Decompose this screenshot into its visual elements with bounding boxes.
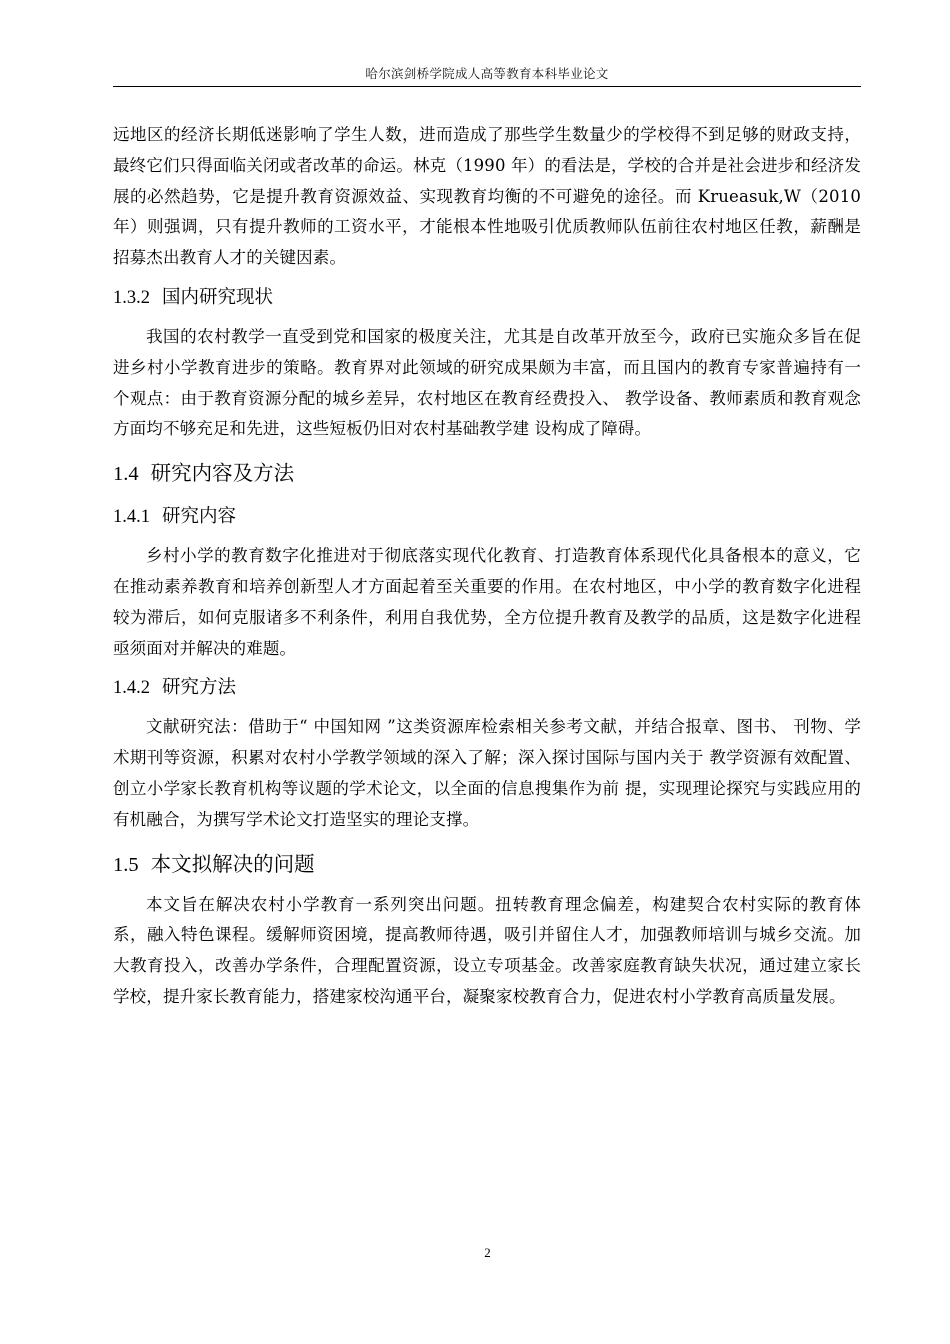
section-number: 1.4 [113,463,139,486]
research-method-paragraph: 文献研究法：借助于“ 中国知网 ”这类资源库检索相关参考文献，并结合报章、图书、 刊物、学术期刊等资源，积累对农村小学教学领域的深入了解；深入探讨国际与国内关于 教学资源有效配置、创立小学家长教育机构等议题的学术论文，以全面的信息搜集作为前 提，实现理论探究与实践应用的有机融合，为撰写学术论文打造坚实的理论支撑。 [113,717,861,829]
section-title: 研究方法 [162,677,237,699]
section-heading-1-4-1 [113,502,861,532]
section-number: 1.4.2 [113,678,150,699]
section-heading-1-4 [113,457,861,490]
section-title: 本文拟解决的问题 [150,851,315,876]
page-number: 2 [484,1245,491,1260]
intro-paragraph: 远地区的经济长期低迷影响了学生人数，进而造成了那些学生数量少的学校得不到足够的财政支持，最终它们只得面临关闭或者改革的命运。林克（1990 年）的看法是，学校的合并是社会进步和经济发展的必然趋势，它是提升教育资源效益、实现教育均衡的不可避免的途径。而 Krueasuk,W（2010 年）则强调，只有提升教师的工资水平，才能根本性地吸引优质教师队伍前往农村地区任教，薪酬是招募杰出教育人才的关键因素。 [113,125,861,268]
research-content-paragraph: 乡村小学的教育数字化推进对于彻底落实现代化教育、打造教育体系现代化具备根本的意义，它在推动素养教育和培养创新型人才方面起着至关重要的作用。在农村地区，中小学的教育数字化进程较为滞后，如何克服诸多不利条件，利用自我优势，全方位提升教育及教学的品质，这是数字化进程亟须面对并解决的难题。 [113,546,861,658]
header-divider [113,86,861,87]
section-heading-1-5 [113,848,861,881]
section-title: 研究内容 [162,506,237,528]
problems-paragraph: 本文旨在解决农村小学教育一系列突出问题。扭转教育理念偏差，构建契合农村实际的教育体系，融入特色课程。缓解师资困境，提高教师待遇，吸引并留住人才，加强教师培训与城乡交流。加大教育投入，改善办学条件，合理配置资源，设立专项基金。改善家庭教育缺失状况，通过建立家长学校，提升家长教育能力，搭建家校沟通平台，凝聚家校教育合力，促进农村小学教育高质量发展。 [113,894,861,1006]
section-number: 1.3.2 [113,287,150,308]
running-header: 哈尔滨剑桥学院成人高等教育本科毕业论文 [365,66,609,81]
domestic-research-paragraph: 我国的农村教学一直受到党和国家的极度关注，尤其是自改革开放至今，政府已实施众多旨在促进乡村小学教育进步的策略。教育界对此领域的研究成果颇为丰富，而且国内的教育专家普遍持有一个观点：由于教育资源分配的城乡差异，农村地区在教育经费投入、 教学设备、教师素质和教育观念方面均不够充足和先进，这些短板仍旧对农村基础教学建 设构成了障碍。 [113,326,861,439]
page-content [113,120,861,1013]
section-number: 1.4.1 [113,507,150,528]
section-title: 国内研究现状 [162,286,274,308]
section-heading-1-4-2 [113,673,861,703]
section-heading-1-3-2 [113,283,861,313]
section-number: 1.5 [113,853,139,876]
section-title: 研究内容及方法 [150,461,295,486]
